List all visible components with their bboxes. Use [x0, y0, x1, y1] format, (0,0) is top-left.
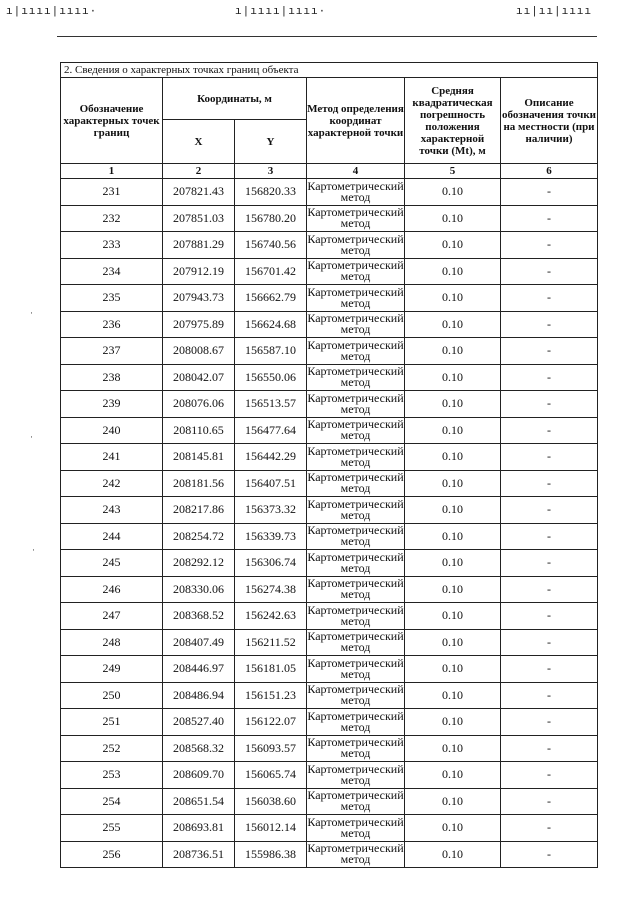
table-row [61, 841, 598, 868]
cell-description: - [501, 841, 598, 868]
margin-mark: · [30, 432, 33, 442]
cell-point: 255 [61, 815, 163, 842]
cell-method: Картометрический метод [307, 231, 404, 257]
cell-method: Картометрический метод [307, 311, 404, 337]
cell-x: 208145.81 [163, 444, 235, 471]
cell-x: 208527.40 [163, 709, 235, 736]
cell-description: - [501, 603, 598, 630]
cell-error: 0.10 [405, 709, 501, 736]
column-number: 3 [235, 164, 307, 179]
cell-description: - [501, 338, 598, 365]
cell-method: Картометрический метод [307, 629, 404, 655]
cell-error: 0.10 [405, 841, 501, 868]
cell-y: 156624.68 [235, 311, 307, 338]
cell-x: 208407.49 [163, 629, 235, 656]
cell-x: 208217.86 [163, 497, 235, 524]
table-row [61, 523, 598, 550]
cell-method: Картометрический метод [307, 576, 404, 602]
cell-description: - [501, 232, 598, 259]
cell-error: 0.10 [405, 523, 501, 550]
cell-error: 0.10 [405, 338, 501, 365]
cell-error: 0.10 [405, 815, 501, 842]
table-row [61, 444, 598, 471]
cell-point: 250 [61, 682, 163, 709]
cell-error: 0.10 [405, 311, 501, 338]
cell-y: 156181.05 [235, 656, 307, 683]
cell-error: 0.10 [405, 285, 501, 312]
cell-y: 156550.06 [235, 364, 307, 391]
table-row [61, 311, 598, 338]
cell-point: 252 [61, 735, 163, 762]
table-row [61, 788, 598, 815]
cell-y: 156012.14 [235, 815, 307, 842]
cell-error: 0.10 [405, 603, 501, 630]
table-row [61, 656, 598, 683]
cell-y: 156211.52 [235, 629, 307, 656]
barcode-left: ı|ıııı|ıııı· [6, 6, 98, 18]
cell-x: 207821.43 [163, 179, 235, 206]
cell-y: 156274.38 [235, 576, 307, 603]
cell-x: 207851.03 [163, 205, 235, 232]
cell-y: 156373.32 [235, 497, 307, 524]
cell-description: - [501, 550, 598, 577]
cell-description: - [501, 762, 598, 789]
cell-point: 234 [61, 258, 163, 285]
barcode-center: ı|ıııı|ıııı· [235, 6, 327, 18]
cell-error: 0.10 [405, 470, 501, 497]
table-row [61, 391, 598, 418]
cell-description: - [501, 311, 598, 338]
col-error-header: Средняя квадратическая погрешность положения характерной точки (Mt), м [405, 78, 501, 164]
cell-point: 244 [61, 523, 163, 550]
table-row [61, 338, 598, 365]
section-title: 2. Сведения о характерных точках границ объекта [61, 63, 598, 78]
cell-error: 0.10 [405, 205, 501, 232]
table-row [61, 179, 598, 206]
table-row [61, 629, 598, 656]
cell-point: 238 [61, 364, 163, 391]
cell-x: 208042.07 [163, 364, 235, 391]
column-number: 1 [61, 164, 163, 179]
cell-method: Картометрический метод [307, 549, 404, 575]
table-row [61, 576, 598, 603]
cell-method: Картометрический метод [307, 390, 404, 416]
col-y-header: Y [235, 120, 307, 164]
cell-point: 241 [61, 444, 163, 471]
table-row [61, 285, 598, 312]
cell-method: Картометрический метод [307, 337, 404, 363]
cell-error: 0.10 [405, 497, 501, 524]
table-row [61, 762, 598, 789]
cell-error: 0.10 [405, 656, 501, 683]
cell-y: 156477.64 [235, 417, 307, 444]
margin-mark: · [32, 545, 35, 555]
column-numbers-row [61, 164, 598, 179]
cell-description: - [501, 815, 598, 842]
cell-y: 156093.57 [235, 735, 307, 762]
cell-error: 0.10 [405, 576, 501, 603]
cell-description: - [501, 285, 598, 312]
cell-method: Картометрический метод [307, 708, 404, 734]
cell-method: Картометрический метод [307, 523, 404, 549]
column-number: 5 [405, 164, 501, 179]
table-row [61, 497, 598, 524]
cell-point: 235 [61, 285, 163, 312]
col-coords-header: Координаты, м [163, 78, 307, 120]
cell-description: - [501, 444, 598, 471]
margin-mark: · [30, 308, 33, 318]
cell-point: 253 [61, 762, 163, 789]
cell-y: 156442.29 [235, 444, 307, 471]
cell-x: 208330.06 [163, 576, 235, 603]
cell-method: Картометрический метод [307, 602, 404, 628]
cell-description: - [501, 205, 598, 232]
cell-error: 0.10 [405, 444, 501, 471]
cell-description: - [501, 656, 598, 683]
col-point-header: Обозначение характерных точек границ [61, 78, 163, 164]
cell-error: 0.10 [405, 682, 501, 709]
table-row [61, 709, 598, 736]
cell-point: 246 [61, 576, 163, 603]
cell-description: - [501, 523, 598, 550]
cell-x: 207912.19 [163, 258, 235, 285]
cell-method: Картометрический метод [307, 284, 404, 310]
cell-method: Картометрический метод [307, 443, 404, 469]
points-body [61, 179, 598, 868]
cell-point: 249 [61, 656, 163, 683]
cell-point: 237 [61, 338, 163, 365]
cell-point: 231 [61, 179, 163, 206]
cell-y: 156587.10 [235, 338, 307, 365]
cell-y: 155986.38 [235, 841, 307, 868]
cell-error: 0.10 [405, 391, 501, 418]
cell-x: 207881.29 [163, 232, 235, 259]
cell-description: - [501, 497, 598, 524]
cell-point: 240 [61, 417, 163, 444]
barcode-right: ıı|ıı|ıııı [516, 6, 593, 18]
cell-method: Картометрический метод [307, 205, 404, 231]
table-row [61, 603, 598, 630]
cell-method: Картометрический метод [307, 788, 404, 814]
table-row [61, 232, 598, 259]
cell-x: 208609.70 [163, 762, 235, 789]
cell-point: 254 [61, 788, 163, 815]
cell-description: - [501, 258, 598, 285]
cell-error: 0.10 [405, 629, 501, 656]
cell-x: 207975.89 [163, 311, 235, 338]
cell-y: 156306.74 [235, 550, 307, 577]
cell-method: Картометрический метод [307, 814, 404, 840]
cell-method: Картометрический метод [307, 496, 404, 522]
cell-description: - [501, 709, 598, 736]
cell-y: 156339.73 [235, 523, 307, 550]
cell-description: - [501, 364, 598, 391]
cell-method: Картометрический метод [307, 470, 404, 496]
table-row [61, 364, 598, 391]
cell-y: 156513.57 [235, 391, 307, 418]
cell-y: 156662.79 [235, 285, 307, 312]
cell-x: 208292.12 [163, 550, 235, 577]
cell-description: - [501, 629, 598, 656]
cell-y: 156820.33 [235, 179, 307, 206]
cell-point: 245 [61, 550, 163, 577]
table-row [61, 470, 598, 497]
cell-description: - [501, 788, 598, 815]
cell-description: - [501, 417, 598, 444]
points-table [60, 62, 598, 868]
cell-method: Картометрический метод [307, 761, 404, 787]
cell-point: 242 [61, 470, 163, 497]
cell-point: 251 [61, 709, 163, 736]
cell-x: 208008.67 [163, 338, 235, 365]
cell-point: 232 [61, 205, 163, 232]
table-row [61, 815, 598, 842]
cell-point: 243 [61, 497, 163, 524]
cell-point: 239 [61, 391, 163, 418]
cell-point: 233 [61, 232, 163, 259]
table-row [61, 417, 598, 444]
cell-y: 156065.74 [235, 762, 307, 789]
cell-error: 0.10 [405, 550, 501, 577]
cell-x: 208254.72 [163, 523, 235, 550]
cell-x: 208110.65 [163, 417, 235, 444]
cell-method: Картометрический метод [307, 841, 404, 867]
cell-x: 208736.51 [163, 841, 235, 868]
cell-description: - [501, 682, 598, 709]
column-number: 2 [163, 164, 235, 179]
cell-y: 156122.07 [235, 709, 307, 736]
cell-y: 156740.56 [235, 232, 307, 259]
cell-error: 0.10 [405, 735, 501, 762]
cell-error: 0.10 [405, 788, 501, 815]
cell-method: Картометрический метод [307, 655, 404, 681]
column-number: 6 [501, 164, 598, 179]
cell-y: 156780.20 [235, 205, 307, 232]
cell-x: 208076.06 [163, 391, 235, 418]
col-method-header: Метод определения координат характерной точки [307, 78, 405, 164]
cell-point: 256 [61, 841, 163, 868]
cell-x: 208693.81 [163, 815, 235, 842]
cell-method: Картометрический метод [307, 417, 404, 443]
cell-description: - [501, 470, 598, 497]
cell-description: - [501, 391, 598, 418]
cell-x: 207943.73 [163, 285, 235, 312]
cell-x: 208181.56 [163, 470, 235, 497]
cell-description: - [501, 179, 598, 206]
cell-error: 0.10 [405, 762, 501, 789]
cell-point: 248 [61, 629, 163, 656]
cell-method: Картометрический метод [307, 364, 404, 390]
cell-x: 208568.32 [163, 735, 235, 762]
header-rule [57, 36, 597, 37]
cell-error: 0.10 [405, 232, 501, 259]
cell-x: 208651.54 [163, 788, 235, 815]
cell-y: 156701.42 [235, 258, 307, 285]
cell-y: 156407.51 [235, 470, 307, 497]
table-row [61, 735, 598, 762]
cell-description: - [501, 735, 598, 762]
cell-method: Картометрический метод [307, 258, 404, 284]
col-x-header: X [163, 120, 235, 164]
cell-method: Картометрический метод [307, 735, 404, 761]
cell-y: 156038.60 [235, 788, 307, 815]
cell-error: 0.10 [405, 258, 501, 285]
cell-error: 0.10 [405, 179, 501, 206]
cell-point: 247 [61, 603, 163, 630]
cell-error: 0.10 [405, 417, 501, 444]
table-row [61, 205, 598, 232]
cell-method: Картометрический метод [307, 178, 404, 204]
table-row [61, 550, 598, 577]
cell-method: Картометрический метод [307, 682, 404, 708]
cell-x: 208486.94 [163, 682, 235, 709]
cell-description: - [501, 576, 598, 603]
table-row [61, 258, 598, 285]
cell-x: 208368.52 [163, 603, 235, 630]
col-description-header: Описание обозначения точки на местности (при наличии) [501, 78, 598, 164]
cell-y: 156242.63 [235, 603, 307, 630]
column-number: 4 [307, 164, 405, 179]
cell-y: 156151.23 [235, 682, 307, 709]
table-row [61, 682, 598, 709]
cell-error: 0.10 [405, 364, 501, 391]
cell-point: 236 [61, 311, 163, 338]
cell-x: 208446.97 [163, 656, 235, 683]
